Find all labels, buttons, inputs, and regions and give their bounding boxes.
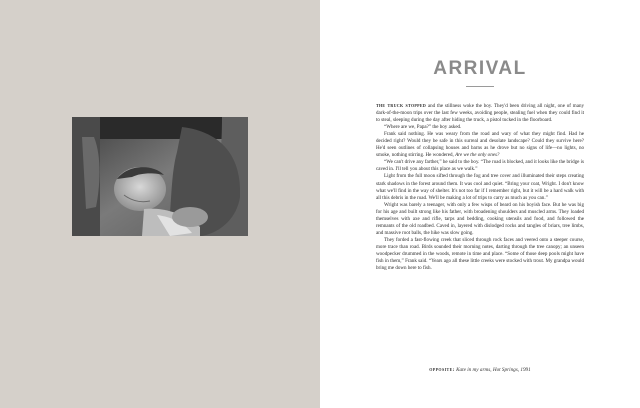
title-rule	[466, 86, 494, 87]
paragraph: They forded a fast-flowing creek that sliced through rock faces and veered onto a steeper course, more trace than road. Birds sounded their morning notes, darting through the tree canopy; an unseen woodpecker drummed in the woods, remote in time and place. “Some of those deep pools might have fish in them,” Frank said. “Years ago all these little creeks were stocked with trout. My grandpa would bring me down here to fish.	[376, 236, 584, 272]
paragraph: Frank said nothing. He was weary from the road and wary of what they might find. Had he decided right? Would they be safe in this surreal and desolate landscape? Could they survive here? He'd seen outlines of collapsing houses and barns as he drove but no signs of life—no lights, no smoke, nothing stirring. He wondered, Are we the only ones?	[376, 131, 584, 159]
lead-in: the truck stopped	[376, 103, 427, 109]
paragraph: Light from the full moon sifted through the fog and tree cover and illuminated their steps creating stark shadows in the forest around them. It was cool and quiet. “Bring your coat, Wright. I don't know what we'll find in the way of shelter. It's not too far if I remember right, but it will be a hard walk with all this debris in the road. We'll be making a lot of trips to carry as much as you can.”	[376, 173, 584, 201]
chapter-title: ARRIVAL	[433, 58, 527, 79]
paragraph: Wright was barely a teenager, with only a few wisps of beard on his boyish face. But he was big for his age and built strong like his father, with broadening shoulders and muscled arms. They loaded themselves with axe and rifle, tarps and bedding, cooking utensils and food, and followed the remnants of the old roadbed. Caved in, layered with dislodged rocks and tangles of briars, tree limbs, and massive root balls, the hike was slow going.	[376, 201, 584, 236]
right-page	[320, 0, 640, 408]
paragraph: the truck stopped and the stillness woke the boy. They'd been driving all night, one of many dark-of-the-moon trips over the last few weeks, avoiding people, stealing fuel when they could find it to steal, sleeping during the day after hiding the truck, a pistol tucked in the floorboard.	[376, 103, 584, 124]
photo-caption: opposite: Kate in my arms, Hot Springs, 1991	[429, 367, 531, 373]
photograph	[72, 117, 248, 236]
paragraph: “Where are we, Papa?” the boy asked.	[384, 124, 462, 131]
body-text	[376, 103, 584, 272]
paragraph: “We can't drive any farther,” he said to the boy. “The road is blocked, and it looks like the bridge is caved in. I'll tell you about this place as we walk.”	[376, 159, 584, 173]
